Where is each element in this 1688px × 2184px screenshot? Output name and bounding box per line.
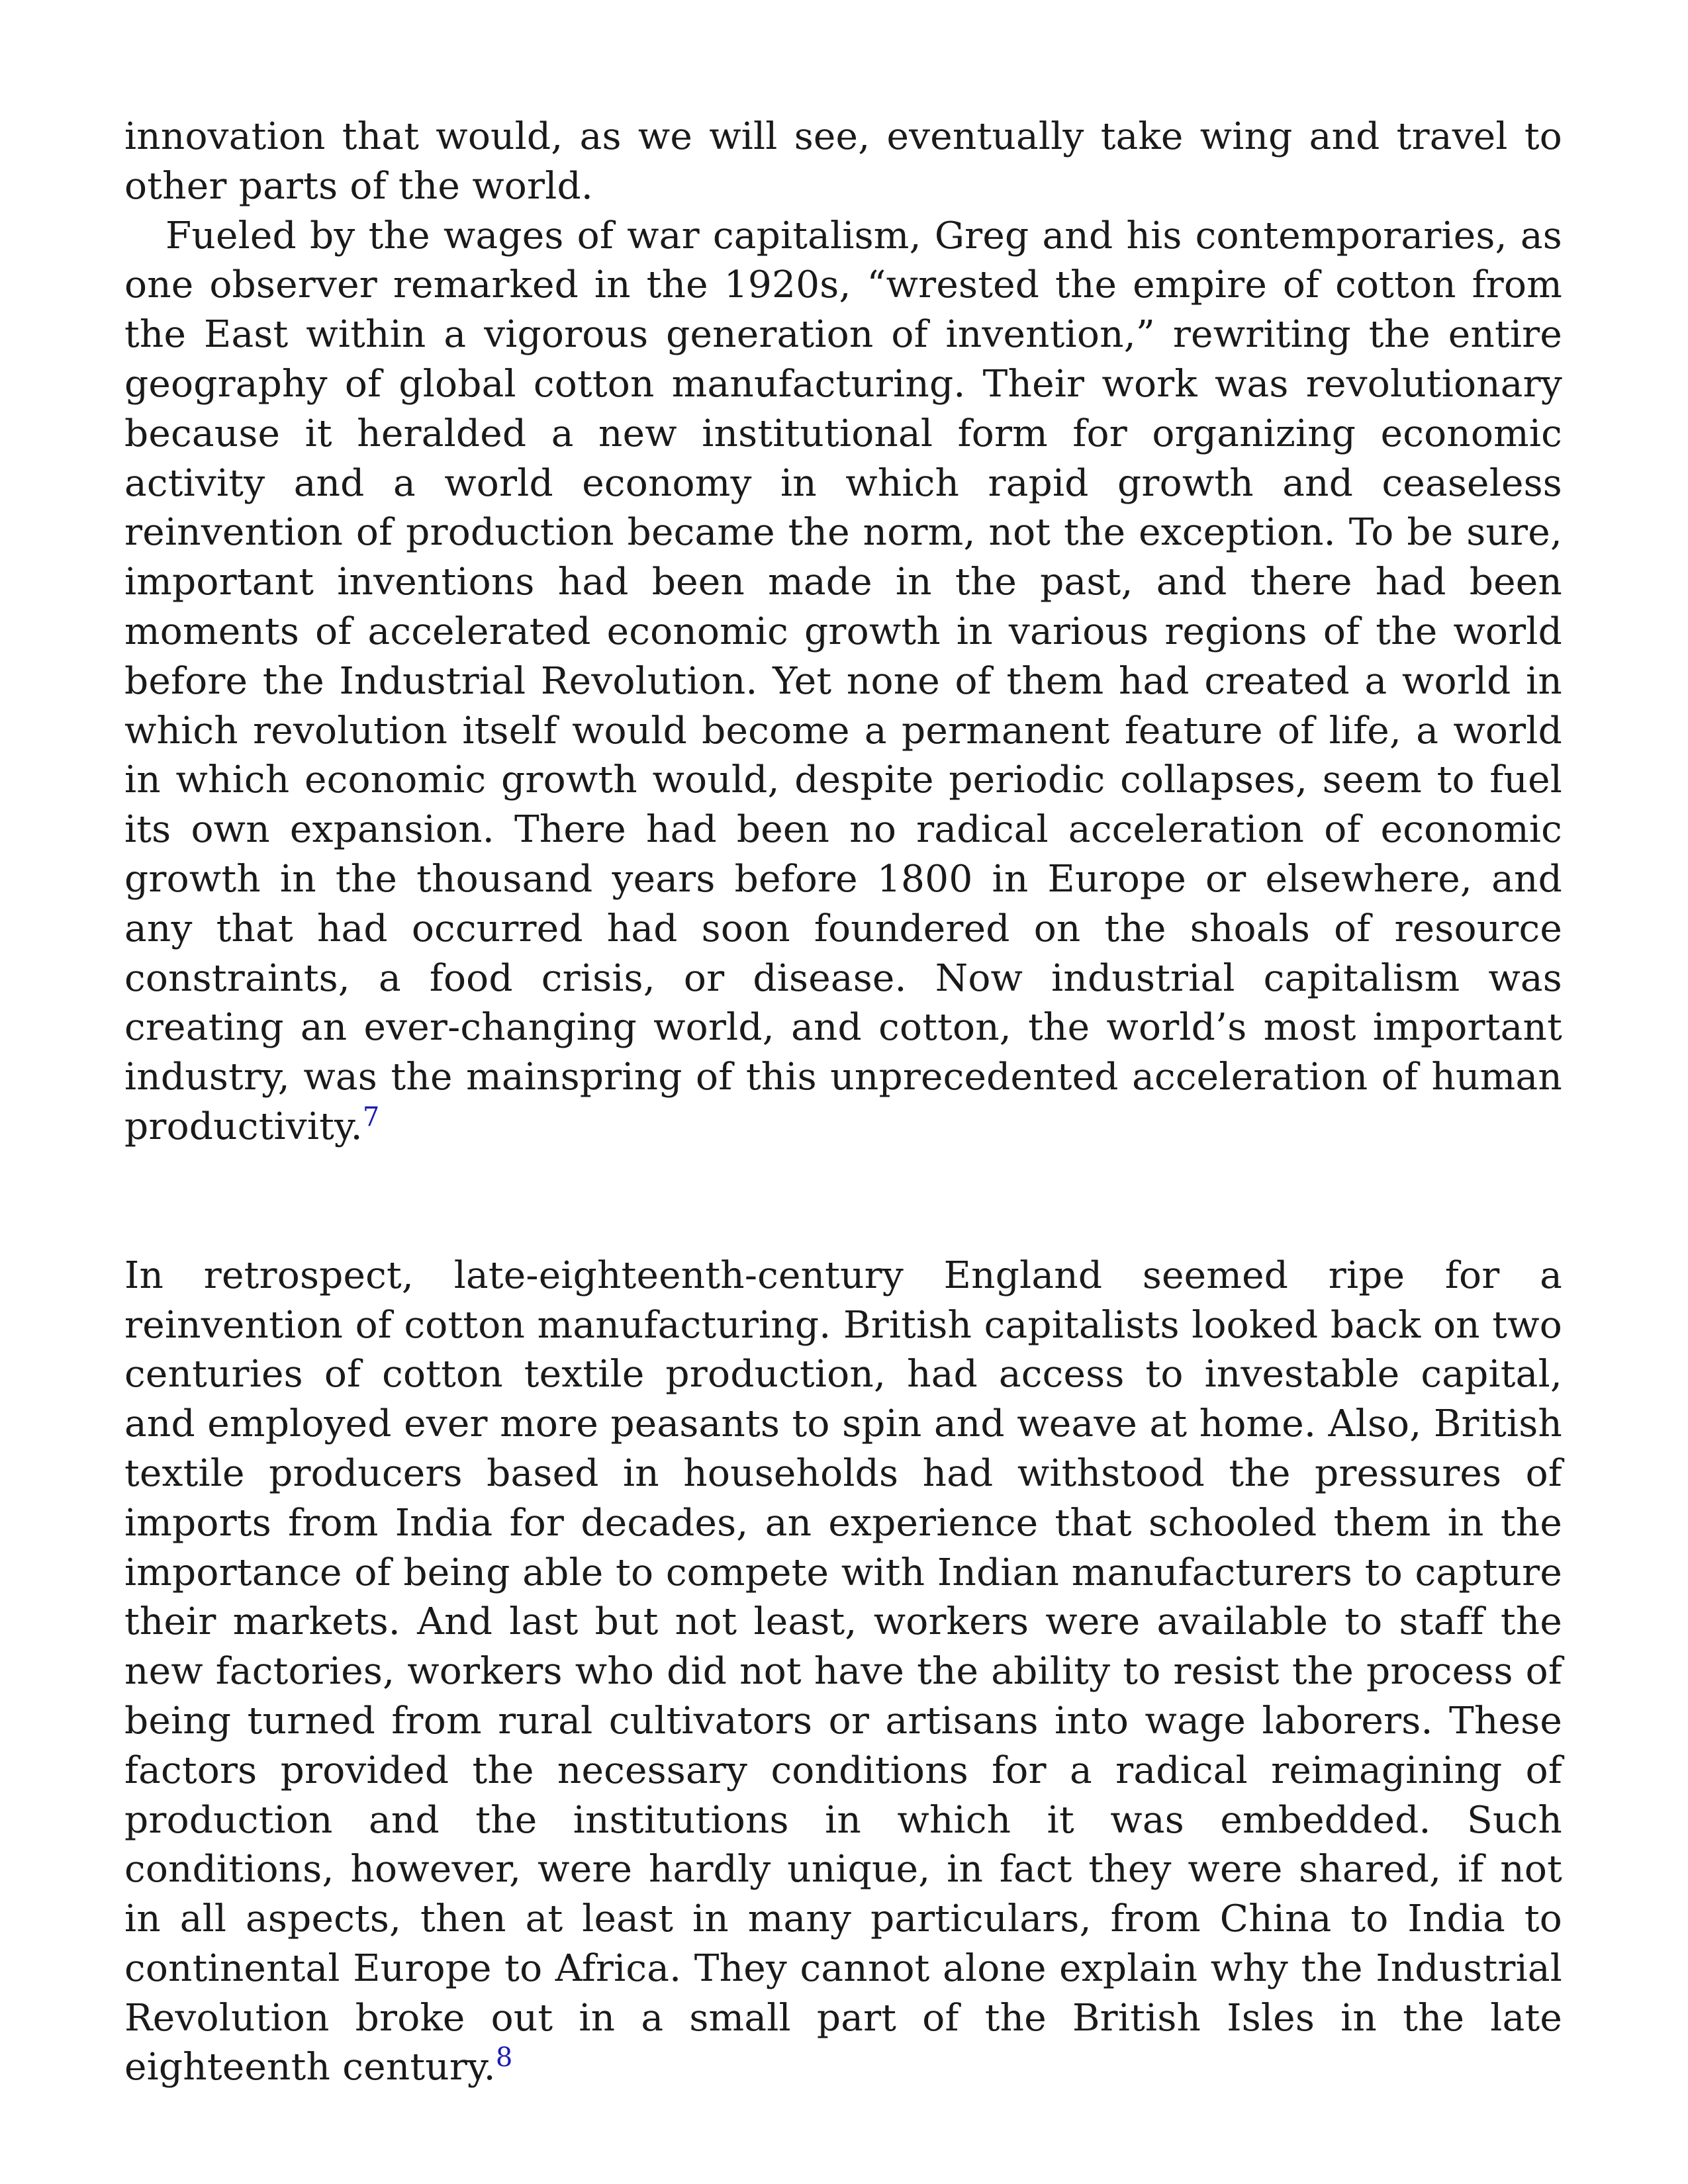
paragraph-retrospect xyxy=(124,1251,1562,2093)
paragraph-war-capitalism xyxy=(124,212,1562,1152)
footnote-link-7[interactable]: 7 xyxy=(362,1101,380,1132)
paragraph-text: In retrospect, late-eighteenth-century England seemed ripe for a reinvention of cotton manufacturing. British capitalists looked back on two centuries of cotton textile production, had access to investable capital, and employed ever more peasants to spin and weave at home. Also, British textile producers based in households had withstood the pressures of imports from India for decades, an experience that schooled them in the importance of being able to compete with Indian manufacturers to capture their markets. And last but not least, workers were available to staff the new factories, workers who did not have the ability to resist the process of being turned from rural cultivators or artisans into wage laborers. These factors provided the necessary conditions for a radical reimagining of production and the institutions in which it was embedded. Such conditions, however, were hardly unique, in fact they were shared, if not in all aspects, then at least in many particulars, from China to India to continental Europe to Africa. They cannot alone explain why the Industrial Revolution broke out in a small part of the British Isles in the late eighteenth century. xyxy=(124,1253,1562,2089)
footnote-link-8[interactable]: 8 xyxy=(495,2042,513,2073)
document-page xyxy=(124,113,1562,2093)
paragraph-text: Fueled by the wages of war capitalism, Greg and his contemporaries, as one observer remarked in the 1920s, “wrested the empire of cotton from the East within a vigorous generation of invention,” rewriting the entire geography of global cotton manufacturing. Their work was revolutionary because it heralded a new institutional form for organizing economic activity and a world economy in which rapid growth and ceaseless reinvention of production became the norm, not the exception. To be sure, important inventions had been made in the past, and there had been moments of accelerated economic growth in various regions of the world before the Industrial Revolution. Yet none of them had created a world in which revolution itself would become a permanent feature of life, a world in which economic growth would, despite periodic collapses, seem to fuel its own expansion. There had been no radical acceleration of economic growth in the thousand years before 1800 in Europe or elsewhere, and any that had occurred had soon foundered on the shoals of resource constraints, a food crisis, or disease. Now industrial capitalism was creating an ever-changing world, and cotton, the world’s most important industry, was the mainspring of this unprecedented acceleration of human productivity. xyxy=(124,214,1562,1148)
paragraph-text: innovation that would, as we will see, eventually take wing and travel to other parts of the world. xyxy=(124,115,1562,208)
paragraph-continuation xyxy=(124,113,1562,212)
section-break xyxy=(124,1152,1562,1251)
